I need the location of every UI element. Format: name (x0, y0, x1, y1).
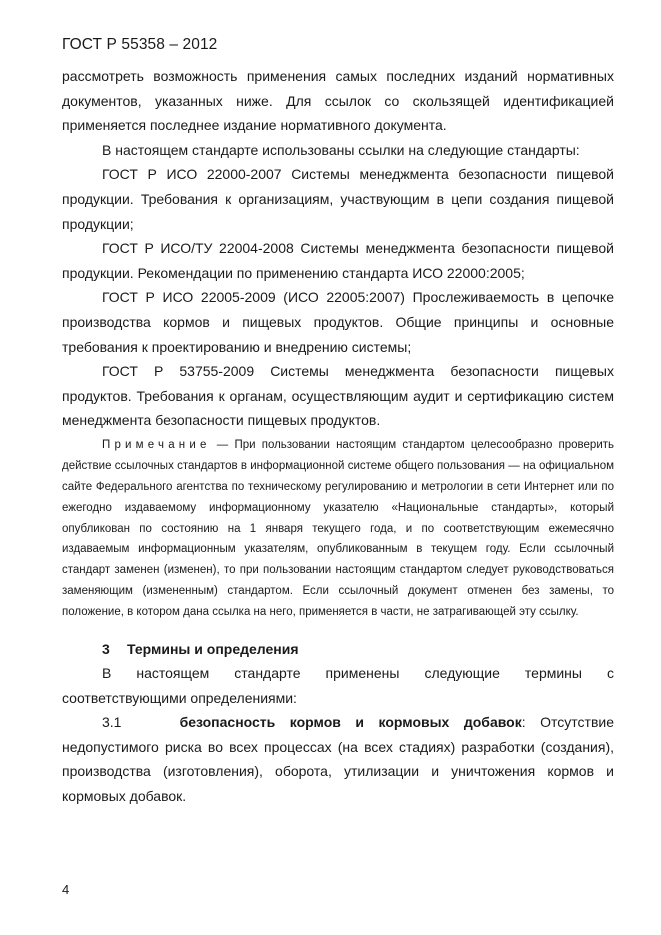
section-heading (62, 637, 614, 661)
section-number: 3 (102, 641, 110, 658)
reference-gost-iso-tu-22004: ГОСТ Р ИСО/ТУ 22004-2008 Системы менеджмента безопасности пищевой продукции. Рекомендации по применению стандарта ИСО 22000:2005; (62, 240, 614, 281)
section-title: Термины и определения (127, 641, 299, 658)
note-text: — При пользовании настоящим стандартом целесообразно проверить действие ссылочных стандартов в информационной системе общего пользования — на официальном сайте Федерального агентства по техническому регулированию и метрологии в сети Интернет или по ежегодно издаваемому информационному указателю «Национальные стандарты», который опубликован по состоянию на 1 января текущего года, и по соответствующим ежемесячно издаваемым информационным указателям, опубликованным в текущем году. Если ссылочный стандарт заменен (изменен), то при пользовании настоящим стандартом следует руководствоваться заменяющим (измененным) стандартом. Если ссылочный документ отменен без замены, то положение, в котором дана ссылка на него, применяется в части, не затрагивающей эту ссылку. (62, 438, 614, 619)
paragraph-references-list-intro: В настоящем стандарте использованы ссылки на следующие стандарты: (102, 141, 580, 158)
note-block (62, 435, 614, 623)
term-text: : Отсутствие недопустимого риска во всех процессах (на всех стадиях) разработки (создания), производства (изготовления), оборота, утилизации и уничтожения кормов и кормовых добавок. (62, 714, 614, 805)
term-definition (62, 710, 614, 808)
reference-gost-53755: ГОСТ Р 53755-2009 Системы менеджмента безопасности пищевых продуктов. Требования к органам, осуществляющим аудит и сертификацию систем менеджмента безопасности пищевых продуктов. (62, 363, 614, 429)
reference-gost-iso-22000: ГОСТ Р ИСО 22000-2007 Системы менеджмента безопасности пищевой продукции. Требования к организациям, участвующим в цепи создания пищевой продукции; (62, 166, 614, 232)
document-header: ГОСТ Р 55358 – 2012 (62, 36, 218, 53)
term-number: 3.1 (102, 714, 122, 731)
note-label: Примечание (102, 438, 211, 451)
paragraph-references-intro: рассмотреть возможность применения самых последних изданий нормативных документов, указанных ниже. Для ссылок со скользящей идентификацией применяется последнее издание нормативного документа. (62, 68, 614, 134)
term-name: безопасность кормов и кормовых добавок (179, 714, 522, 731)
section-intro: В настоящем стандарте применены следующие термины с соответствующими определениями: (62, 665, 614, 706)
page-content (62, 64, 614, 809)
reference-gost-iso-22005: ГОСТ Р ИСО 22005-2009 (ИСО 22005:2007) Прослеживаемость в цепочке производства кормов и пищевых продуктов. Общие принципы и основные требования к проектированию и внедрению системы; (62, 289, 614, 355)
page-number: 4 (62, 882, 70, 897)
